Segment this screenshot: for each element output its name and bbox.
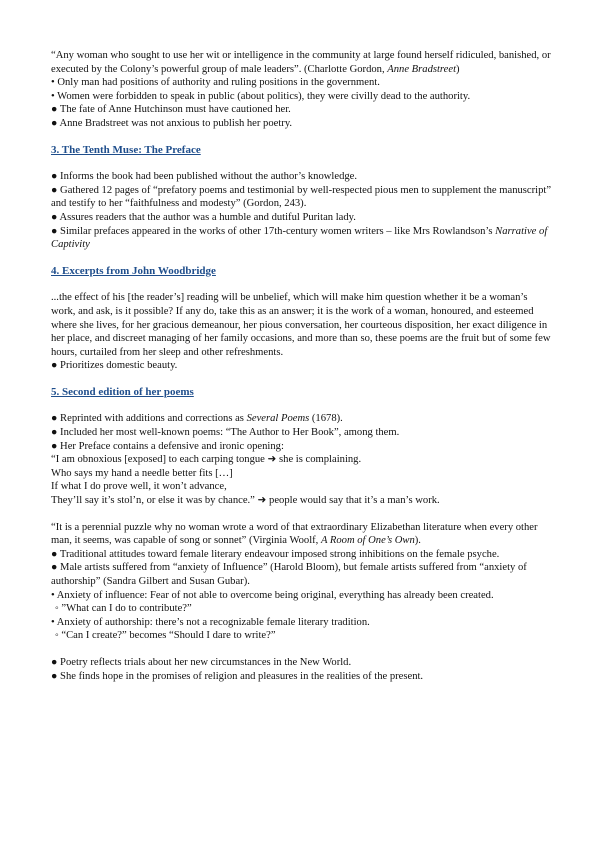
section-5-heading[interactable]: 5. Second edition of her poems	[51, 385, 194, 398]
spacer	[51, 278, 554, 291]
woolf-quote	[51, 521, 554, 548]
woodbridge-excerpt: ...the effect of his [the reader’s] reading will be unbelief, which will make him question whether it be a woman’s work, and ask, is it possible? If any do, take this as an answer; it is the work of a woman, honoured, and esteemed where she lives, for her gracious demeanour, her pious conversation, her courteous disposition, her exact diligence in her place, and discreet managing of her family occasions, and more than so, these poems are the fruit but of some few hours, curtailed from her sleep and other refreshments.	[51, 292, 551, 358]
poem-line: Who says my hand a needle better fits […]	[51, 467, 233, 479]
list-item: ● Her Preface contains a defensive and ironic opening:	[51, 440, 284, 452]
spacer	[51, 131, 554, 144]
list-item: • Only man had positions of authority and ruling positions in the government.	[51, 77, 380, 89]
list-item-text: ● Similar prefaces appeared in the works of other 17th-century women writers – like Mrs Rowlandson’s	[51, 225, 496, 237]
list-item: ● Anne Bradstreet was not anxious to publish her poetry.	[51, 117, 293, 129]
spacer	[51, 508, 554, 521]
list-item: ● She finds hope in the promises of religion and pleasures in the realities of the present.	[51, 670, 424, 682]
list-item: ● The fate of Anne Hutchinson must have cautioned her.	[51, 104, 291, 116]
list-item-text: ● Reprinted with additions and corrections as	[51, 413, 247, 425]
spacer	[51, 373, 554, 386]
gordon-quote	[51, 49, 554, 76]
list-item: ● Traditional attitudes toward female literary endeavour imposed strong inhibitions on the female psyche.	[51, 548, 500, 560]
list-item	[51, 412, 554, 426]
list-item: • Anxiety of influence: Fear of not able to overcome being original, everything has already been created.	[51, 589, 494, 601]
list-item: ● Gathered 12 pages of “prefatory poems and testimonial by well-respected pious men to supplement the manuscript” and testify to her “faithfulness and modesty” (Gordon, 243).	[51, 184, 552, 210]
gordon-quote-text: “Any woman who sought to use her wit or intelligence in the community at large found herself ridiculed, banished, or executed by the Colony’s powerful group of male leaders”. (Charlotte Gordon,	[51, 50, 551, 75]
list-item: • Women were forbidden to speak in public (about politics), they were civilly dead to the authority.	[51, 90, 471, 102]
book-title: Narrative of Captivity	[51, 225, 548, 251]
spacer	[51, 643, 554, 656]
woolf-quote-end: ).	[414, 535, 421, 547]
gordon-quote-close: )	[456, 63, 460, 75]
list-item: ● Assures readers that the author was a humble and dutiful Puritan lady.	[51, 211, 356, 223]
spacer	[51, 399, 554, 412]
list-item: ● Prioritizes domestic beauty.	[51, 360, 178, 372]
spacer	[51, 252, 554, 265]
list-item: ● Informs the book had been published without the author’s knowledge.	[51, 171, 358, 183]
book-title: A Room of One’s Own	[320, 535, 415, 547]
poem-line: They’ll say it’s stol’n, or else it was by chance.” ➜ people would say that it’s a man’s work.	[51, 495, 440, 507]
gordon-quote-source: Anne Bradstreet	[387, 63, 457, 75]
woolf-quote-text: “It is a perennial puzzle why no woman wrote a word of that extraordinary Elizabethan literature when every other man, it seems, was capable of song or sonnet” (Virginia Woolf,	[51, 521, 538, 547]
sub-list-item: ◦ “Can I create?” becomes “Should I dare to write?”	[55, 630, 276, 642]
section-4-heading[interactable]: 4. Excerpts from John Woodbridge	[51, 264, 216, 277]
book-title: Several Poems	[246, 413, 310, 425]
sub-list-item: ◦ ”What can I do to contribute?”	[55, 603, 192, 615]
list-item: ● Male artists suffered from “anxiety of Influence” (Harold Bloom), but female artists suffered from “anxiety of authorship” (Sandra Gilbert and Susan Gubar).	[51, 562, 527, 587]
document-body	[51, 49, 554, 683]
list-item-text-end: (1678).	[309, 413, 343, 425]
list-item: ● Poetry reflects trials about her new circumstances in the New World.	[51, 656, 352, 668]
poem-line: If what I do prove well, it won’t advance,	[51, 481, 227, 493]
list-item: ● Included her most well-known poems: “The Author to Her Book”, among them.	[51, 427, 400, 439]
list-item: • Anxiety of authorship: there’s not a recognizable female literary tradition.	[51, 616, 370, 628]
spacer	[51, 157, 554, 170]
list-item	[51, 225, 554, 252]
poem-line: “I am obnoxious [exposed] to each carping tongue ➜ she is complaining.	[51, 454, 362, 466]
section-3-heading[interactable]: 3. The Tenth Muse: The Preface	[51, 143, 201, 156]
